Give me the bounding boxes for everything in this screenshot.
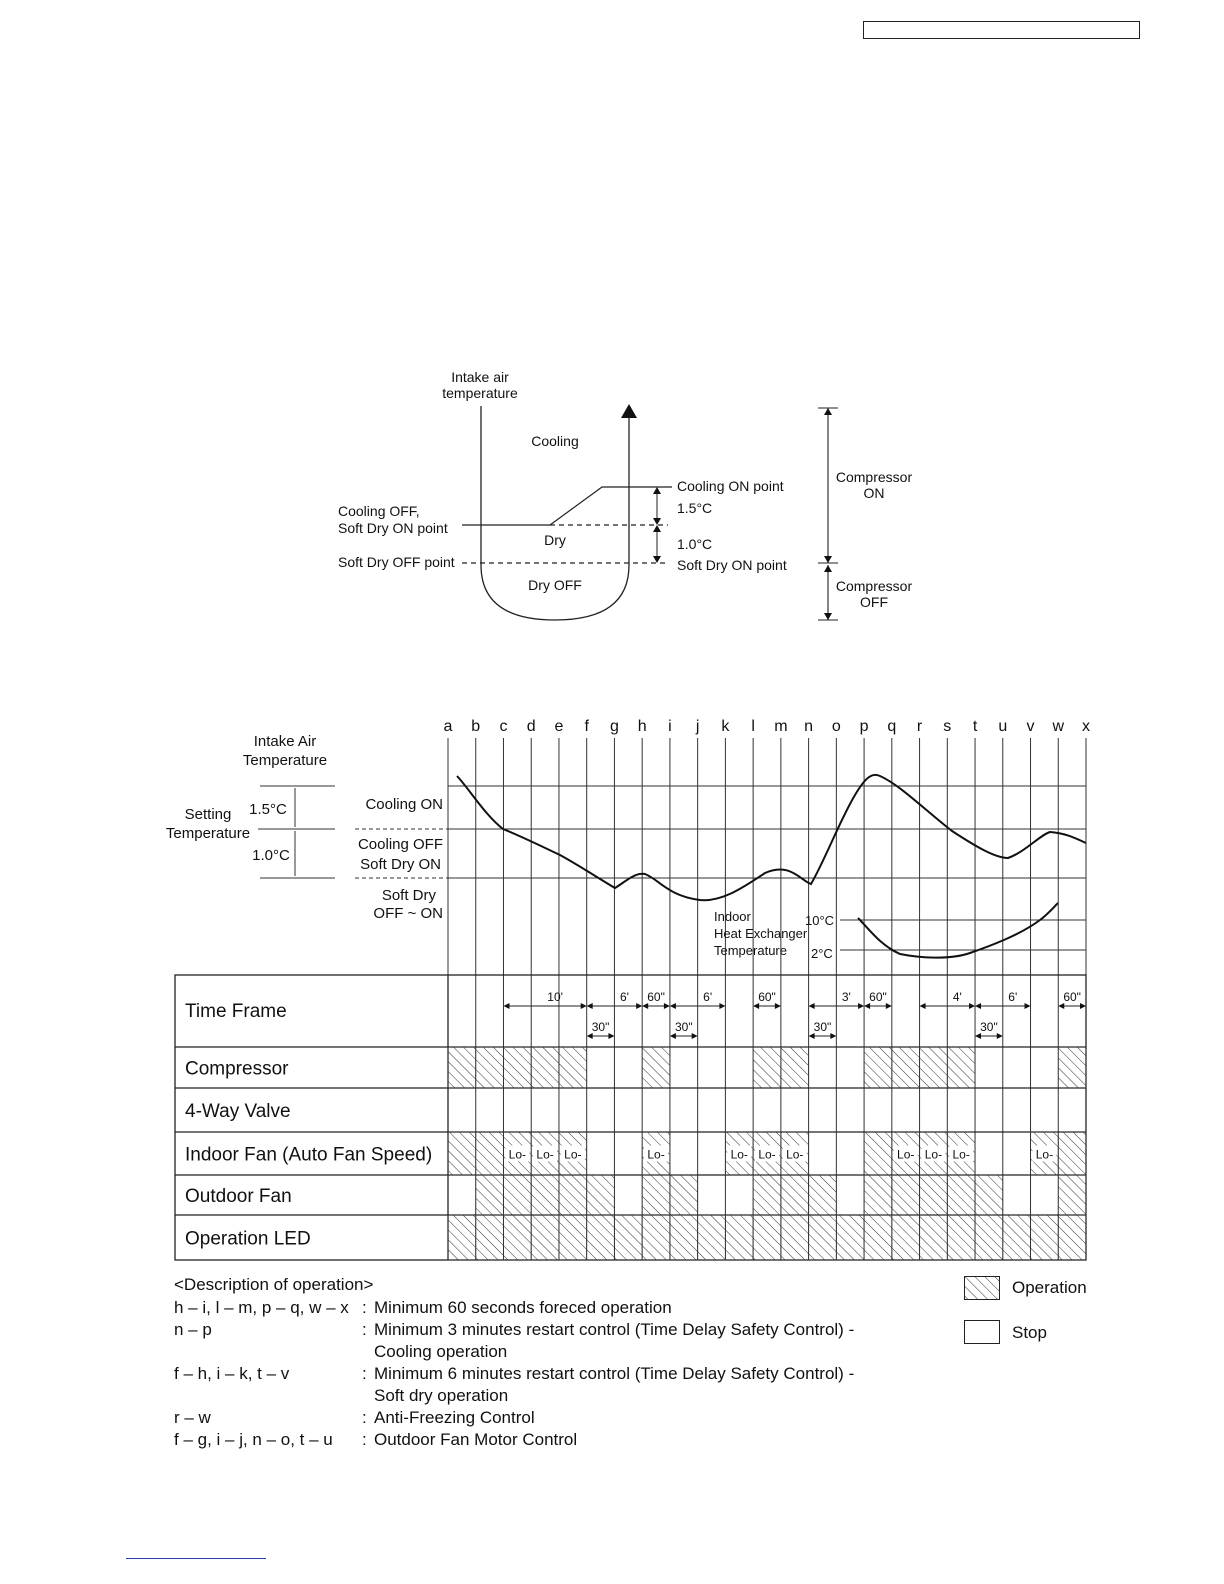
arrow-head [503,1003,509,1009]
time-point-label: l [751,718,755,735]
time-frame-label: 60" [869,990,887,1004]
intake-air-label: Intake Air [253,733,317,750]
time-point-label: w [1052,718,1065,735]
operation-cell [836,1215,864,1260]
time-frame-label: 60" [1063,990,1081,1004]
lo-speed-label: Lo- [1035,1147,1054,1162]
cooling-on-point-label: Cooling ON point [677,478,784,494]
operation-cell [1058,1132,1086,1175]
arrow-head [969,1003,975,1009]
cooling-off-label: Soft Dry ON [360,856,441,873]
description-text: Minimum 60 seconds foreced operation [374,1298,672,1317]
soft-dry-on-point-label: Soft Dry ON point [677,557,787,573]
description-text: Minimum 6 minutes restart control (Time Delay Safety Control) - [374,1364,855,1383]
left-label: Cooling OFF, [338,503,420,519]
delta-label: 1.0°C [252,847,290,864]
table-row-label: Indoor Fan (Auto Fan Speed) [185,1144,433,1166]
operation-cell [531,1215,559,1260]
description-text: Anti-Freezing Control [374,1408,535,1427]
time-point-label: q [887,718,897,735]
arrow-head [858,1003,864,1009]
footer-link-line [126,1558,266,1559]
time-point-label: x [1082,718,1090,735]
arrow-head [920,1003,926,1009]
operation-cell [531,1047,559,1088]
arrow-head [670,1003,676,1009]
hex-temp-2: 2°C [811,946,833,961]
time-point-label: j [695,718,700,735]
time-point-label: u [998,718,1008,735]
time-frame-label: 4' [952,990,962,1004]
operation-cell [753,1047,781,1088]
description-text: Outdoor Fan Motor Control [374,1430,578,1449]
table-row-label: 4-Way Valve [185,1101,291,1122]
operation-cell [1058,1215,1086,1260]
description-key: r – w [174,1408,211,1427]
arrow-head [587,1003,593,1009]
time-point-label: i [668,718,672,735]
operation-cell [1058,1047,1086,1088]
y-axis-label: temperature [442,385,518,401]
soft-dry-label: OFF ~ ON [373,905,443,922]
soft-dry-label: Soft Dry [381,887,436,904]
delta-label: 1.0°C [677,536,713,552]
description-text: Soft dry operation [374,1386,509,1405]
operation-cell [448,1215,476,1260]
lo-speed-label: Lo- [508,1147,527,1162]
time-point-label: r [916,718,923,735]
heat-exchanger-label: Indoor [714,909,751,924]
operation-cell [587,1215,615,1260]
operation-cell [476,1215,504,1260]
operation-cell [809,1175,837,1215]
description-key: f – g, i – j, n – o, t – u [174,1430,333,1449]
operation-legend-label: Operation [1012,1278,1087,1297]
stop-legend-swatch [964,1320,1000,1344]
arrow-head [719,1003,725,1009]
operation-cell [975,1215,1003,1260]
description-key: f – h, i – k, t – v [174,1364,290,1383]
operation-cell [614,1215,642,1260]
operation-cell [864,1175,892,1215]
time-frame-label: 10' [547,990,563,1004]
table-row-label: Time Frame [185,1001,287,1022]
region-cooling: Cooling [531,433,579,449]
y-axis-label: Intake air [451,369,509,385]
arrow-head [636,1003,642,1009]
lo-speed-label: Lo- [786,1147,804,1162]
description-text: Minimum 3 minutes restart control (Time Delay Safety Control) - [374,1320,855,1339]
time-point-label: o [831,718,841,735]
description-colon: : [362,1408,367,1427]
operation-cell [781,1175,809,1215]
operation-cell [503,1215,531,1260]
compressor-off-label: Compressor [835,578,913,594]
left-label: Soft Dry ON point [338,520,448,536]
operation-cell [642,1215,670,1260]
operation-cell [1031,1215,1059,1260]
time-point-label: b [471,718,481,735]
setting-temperature-label: Temperature [165,825,251,842]
intake-air-label: Temperature [242,752,328,769]
time-frame-label: 6' [619,990,629,1004]
cooling-on-label: Cooling ON [365,796,443,813]
delta-label: 1.5°C [677,500,713,516]
operation-cell [559,1175,587,1215]
time-point-label: k [721,718,730,735]
time-point-label: n [804,718,814,735]
time-point-label: d [526,718,536,735]
operation-cell [892,1047,920,1088]
lo-speed-label: Lo- [647,1147,665,1162]
time-frame-label: 30" [674,1020,693,1034]
time-frame-label: 60" [758,990,776,1004]
left-label: Soft Dry OFF point [338,554,455,570]
time-point-label: m [774,718,788,735]
time-frame-label: 30" [980,1020,998,1034]
time-point-label: e [554,718,564,735]
operation-cell [753,1175,781,1215]
lo-speed-label: Lo- [924,1147,943,1162]
arrow-head [809,1003,815,1009]
lo-speed-label: Lo- [897,1147,915,1162]
time-frame-label: 6' [1008,990,1018,1004]
lo-speed-label: Lo- [758,1147,776,1162]
operation-legend-swatch [964,1276,1000,1300]
time-frame-label: 30" [813,1020,832,1034]
operation-cell [864,1047,892,1088]
operation-cell [531,1175,559,1215]
time-point-label: v [1026,718,1035,735]
operation-cell [698,1215,726,1260]
arrow-head [975,1003,981,1009]
operation-cell [670,1215,698,1260]
operation-cell [1003,1215,1031,1260]
time-frame-label: 30" [591,1020,610,1034]
time-point-label: t [972,718,978,735]
description-colon: : [362,1364,367,1383]
delta-label: 1.5°C [249,801,287,818]
cooling-off-label: Cooling OFF [357,836,443,853]
hex-temp-10: 10°C [805,913,835,928]
operation-cell [448,1132,476,1175]
operation-cell [920,1215,948,1260]
setting-temperature-label: Setting [184,806,232,823]
operation-cell [864,1132,892,1175]
operation-cell [809,1215,837,1260]
lo-speed-label: Lo- [536,1147,554,1162]
operation-cell [947,1047,975,1088]
time-point-label: s [943,718,952,735]
operation-cell [503,1047,531,1088]
operation-cell [1058,1175,1086,1215]
operation-cell [476,1047,504,1088]
description-colon: : [362,1320,367,1339]
table-row-label: Operation LED [185,1228,311,1250]
time-point-label: g [609,718,619,735]
region-dry: Dry [544,532,566,548]
operation-cell [476,1132,504,1175]
description-key: n – p [174,1320,212,1339]
description-key: h – i, l – m, p – q, w – x [174,1298,349,1317]
description-text: Cooling operation [374,1342,508,1361]
operation-cell [476,1175,504,1215]
time-point-label: c [499,718,508,735]
region-dry-off: Dry OFF [528,577,582,593]
time-frame-label: 60" [647,990,665,1004]
operation-cell [947,1175,975,1215]
arrow-head [581,1003,587,1009]
time-frame-label: 3' [841,990,851,1004]
time-point-label: h [637,718,647,735]
operation-cell [642,1175,670,1215]
operation-cell [781,1215,809,1260]
operation-cell [642,1047,670,1088]
lo-speed-label: Lo- [730,1147,748,1162]
time-point-label: p [859,718,869,735]
compressor-on-label: ON [863,485,885,501]
operation-cell [448,1047,476,1088]
operation-cell [725,1215,753,1260]
operation-cell [892,1175,920,1215]
operation-cell [781,1047,809,1088]
operation-cell [864,1215,892,1260]
stop-legend-label: Stop [1012,1323,1047,1342]
heat-exchanger-temperature-curve [858,903,1058,958]
time-point-label: a [443,718,453,735]
operation-cell [753,1215,781,1260]
operation-cell [587,1175,615,1215]
arrow-head [1025,1003,1031,1009]
operation-cell [559,1215,587,1260]
heat-exchanger-label: Heat Exchanger [714,926,808,941]
description-colon: : [362,1298,367,1317]
operation-cell [503,1175,531,1215]
operation-cell [892,1215,920,1260]
description-title: <Description of operation> [174,1275,374,1294]
time-frame-label: 6' [703,990,713,1004]
time-point-label: f [584,718,589,735]
operation-cell [920,1175,948,1215]
description-colon: : [362,1430,367,1449]
table-row-label: Outdoor Fan [185,1186,292,1207]
compressor-on-label: Compressor [835,469,913,485]
lo-speed-label: Lo- [952,1147,970,1162]
operation-cell [947,1215,975,1260]
compressor-off-label: OFF [860,594,888,610]
operation-cell [920,1047,948,1088]
heat-exchanger-label: Temperature [714,943,787,958]
intake-air-temperature-curve [457,775,1086,900]
operation-cell [670,1175,698,1215]
lo-speed-label: Lo- [564,1147,582,1162]
operation-cell [559,1047,587,1088]
operation-cell [975,1175,1003,1215]
table-row-label: Compressor [185,1058,289,1080]
